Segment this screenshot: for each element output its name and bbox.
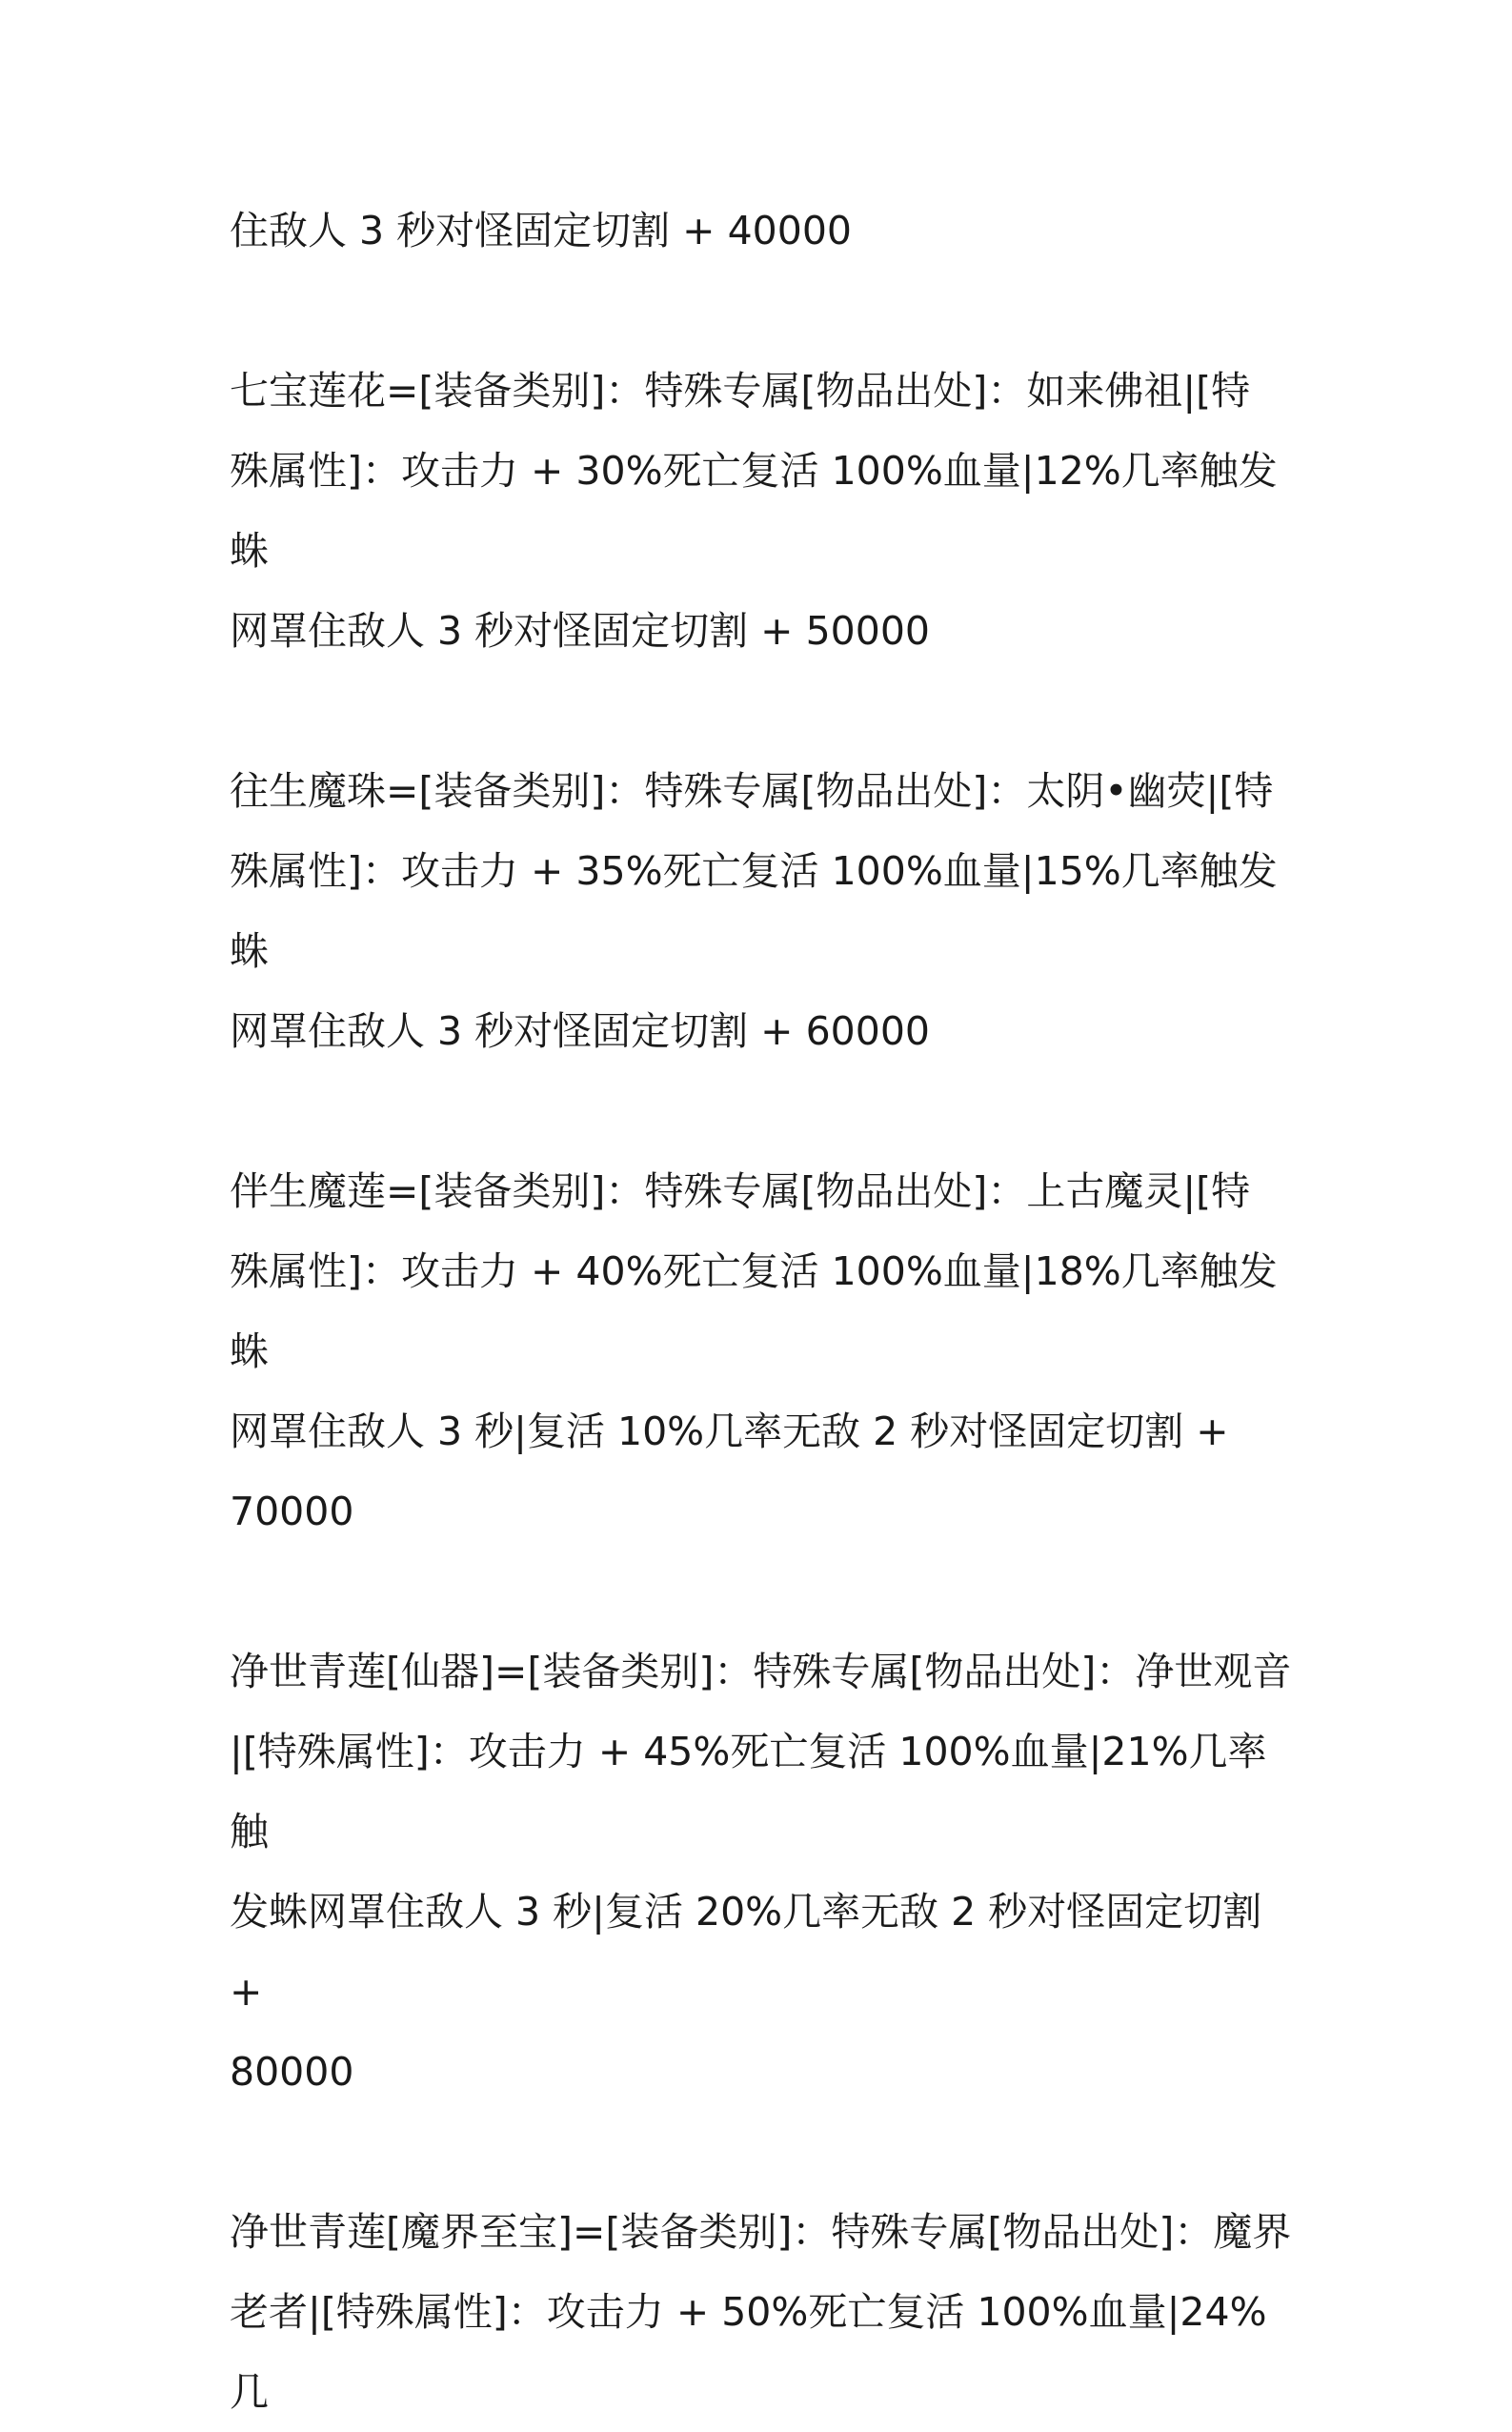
paragraph-bansheng-molian: 伴生魔莲=[装备类别]：特殊专属[物品出处]：上古魔灵|[特 殊属性]：攻击力 + 40%死亡复活 100%血量|18%几率触发蛛 网罩住敌人 3 秒|复活 10%几率无敌 2 秒对怪固定切割 + 70000 — [230, 1168, 1278, 1534]
paragraph-wangsheng-mozhu: 往生魔珠=[装备类别]：特殊专属[物品出处]：太阴•幽荧|[特 殊属性]：攻击力 + 35%死亡复活 100%血量|15%几率触发蛛 网罩住敌人 3 秒对怪固定切割 + 60000 — [230, 768, 1278, 1054]
paragraph-jingshi-qinglian-mojie: 净世青莲[魔界至宝]=[装备类别]：特殊专属[物品出处]：魔界 老者|[特殊属性]：攻击力 + 50%死亡复活 100%血量|24%几 — [230, 2209, 1292, 2415]
paragraph-continuation: 住敌人 3 秒对怪固定切割 + 40000 — [230, 208, 852, 253]
document-body — [230, 191, 1295, 2432]
paragraph-jingshi-qinglian-xianqi: 净世青莲[仙器]=[装备类别]：特殊专属[物品出处]：净世观音 |[特殊属性]：攻击力 + 45%死亡复活 100%血量|21%几率触 发蛛网罩住敌人 3 秒|复活 20%几率无敌 2 秒对怪固定切割 + 80000 — [230, 1649, 1292, 2095]
paragraph-qibao-lianhua: 七宝莲花=[装备类别]：特殊专属[物品出处]：如来佛祖|[特 殊属性]：攻击力 + 30%死亡复活 100%血量|12%几率触发蛛 网罩住敌人 3 秒对怪固定切割 + 50000 — [230, 368, 1278, 654]
